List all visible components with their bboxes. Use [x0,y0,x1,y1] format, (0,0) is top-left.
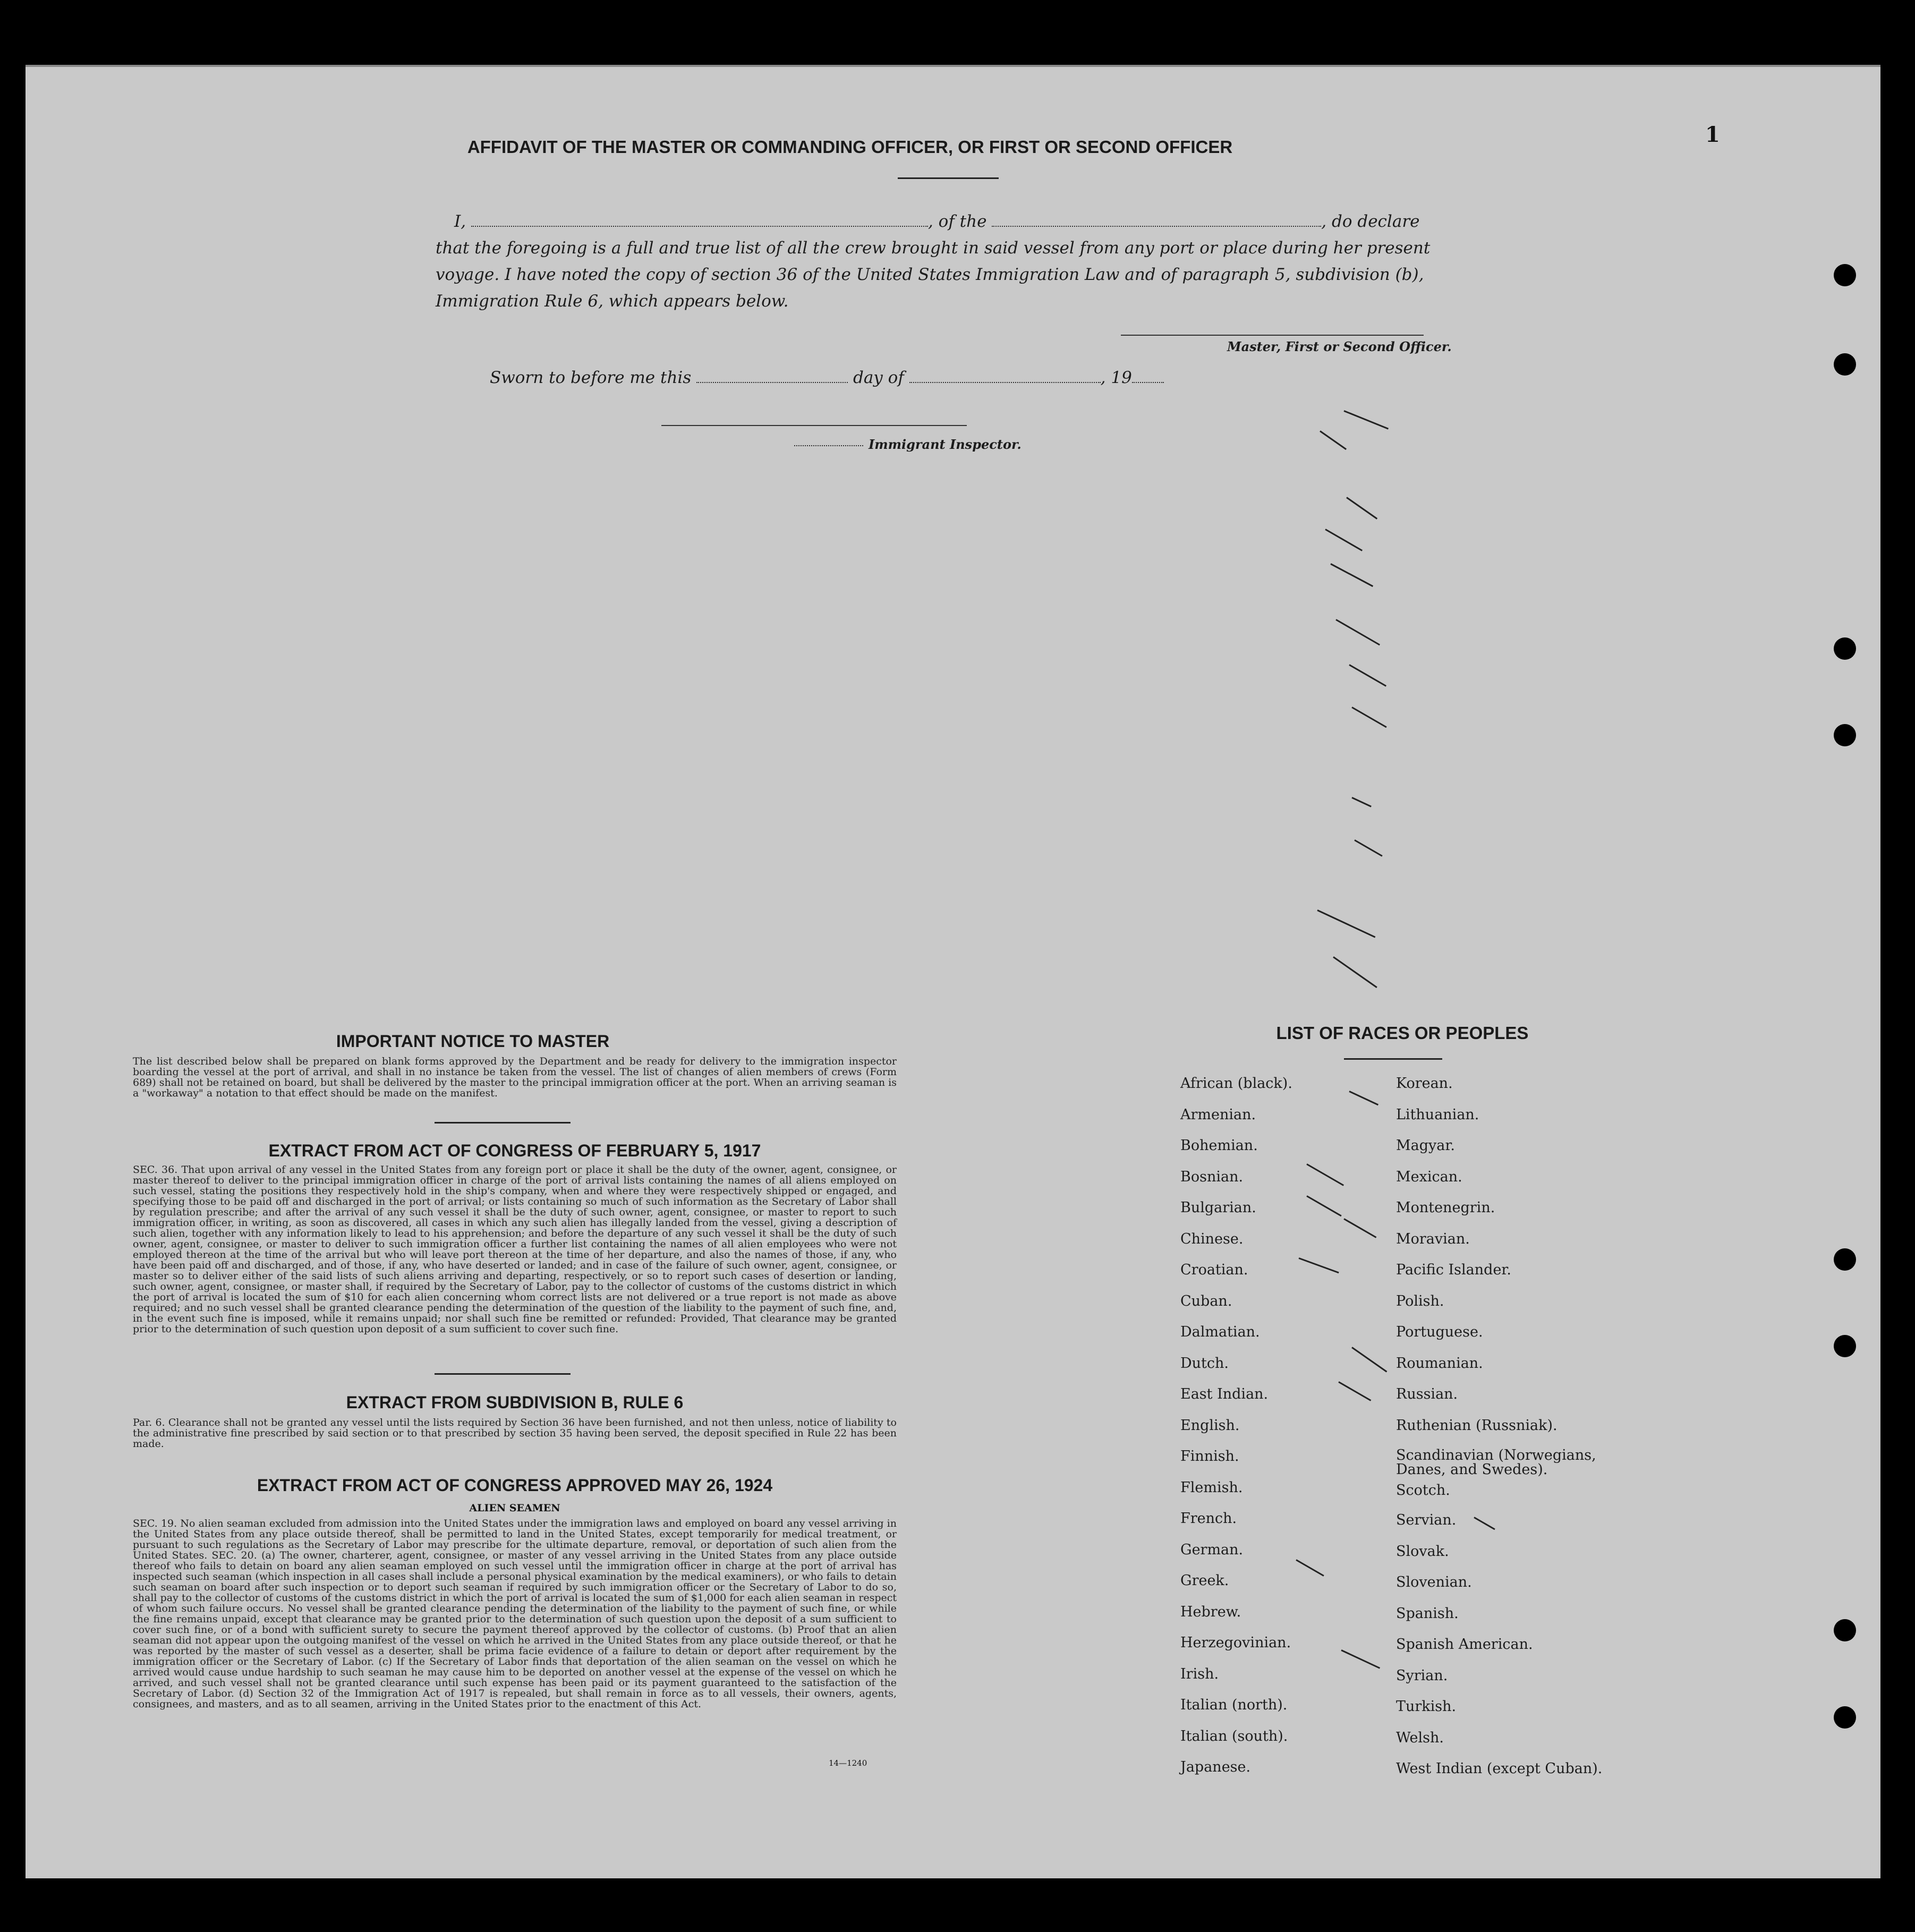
divider [435,1373,571,1375]
race-item: Italian (south). [1180,1727,1288,1744]
race-item: Turkish. [1396,1698,1457,1715]
race-item: Bohemian. [1180,1137,1258,1154]
race-item: Servian. [1396,1512,1457,1528]
divider [1344,1058,1442,1060]
extract-1924-text: SEC. 19. No alien seaman excluded from admission into the United States under the immigration laws and employed on board any vessel arriving in the United States from any place outside thereof, shall be permitted to land in the United States, except temporarily for medical treatment, or pursuant to such regulations as the Secretary of Labor may prescribe for the ultimate departure, removal, or deportation of such alien from the United States. SEC. 20. (a) The owner, charterer, agent, consignee, or master of any vessel arriving in the United States from any place outside thereof who fails to detain on board any alien seaman employed on such vessel until the immigration officer in charge at the port of arrival has inspected such seaman (which inspection in all cases shall include a personal physical examination by the medical examiners), or who fails to detain such seaman on board after such inspection or to deport such seaman if required by such immigration officer or the Secretary of Labor to do so, shall pay to the collector of customs of the customs district in which the port of arrival is located the sum of $1,000 for each alien seaman in respect of whom such failure occurs. No vessel shall be granted clearance pending the determination of the liability to the payment of such fine, or while the fine remains unpaid, except that clearance may be granted prior to the determination of such question upon the deposit of a sum sufficient to cover such fine, or of a bond with sufficient surety to secure the payment thereof approved by the collector of customs. (b) Proof that an alien seaman did not appear upon the outgoing manifest of the vessel on which he arrived in the United States from any place outside thereof, or that he was reported by the master of such vessel as a deserter, shall be prima facie evidence of a failure to detain or deport after requirement by the immigration officer or the Secretary of Labor. (c) If the Secretary of Labor finds that deportation of the alien seaman on the vessel on which he arrived would cause undue hardship to such seaman he may cause him to be deported on another vessel at the expense of the vessel on which he arrived, and such vessel shall not be granted clearance until such expense has been paid or its payment guaranteed to the satisfaction of the Secretary of Labor. (d) Section 32 of the Immigration Act of 1917 is repealed, but shall remain in force as to all vessels, their owners, agents, consignees, and masters, and as to all seamen, arriving in the United States prior to the enactment of this Act. [133,1518,897,1710]
race-item: Syrian. [1396,1667,1448,1684]
declaration-line-3: voyage. I have noted the copy of section 36 of the United States Immigration Law and of paragraph 5, subdivision (b), [436,265,1424,284]
race-item: Hebrew. [1180,1603,1241,1620]
race-item: Italian (north). [1180,1697,1288,1713]
race-item: Slovenian. [1396,1574,1472,1590]
race-item: Welsh. [1396,1729,1444,1746]
race-item: Polish. [1396,1292,1444,1309]
form-number: 14—1240 [829,1758,867,1768]
race-item: Russian. [1396,1386,1458,1402]
extract-1924-title: EXTRACT FROM ACT OF CONGRESS APPROVED MAY 26, 1924 [257,1476,773,1495]
punch-hole [1834,1248,1856,1271]
affidavit-title: AFFIDAVIT OF THE MASTER OR COMMANDING OFFICER, OR FIRST OR SECOND OFFICER [467,137,1233,157]
race-item: Armenian. [1180,1106,1256,1123]
declaration-line-1 [454,208,1463,235]
races-title: LIST OF RACES OR PEOPLES [1276,1023,1529,1043]
race-item: Scandinavian (Norwegians, Danes, and Swedes). [1396,1447,1596,1478]
race-item: German. [1180,1541,1244,1558]
punch-hole [1834,353,1856,376]
declaration-line-4: Immigration Rule 6, which appears below. [436,292,789,311]
month-field[interactable] [909,382,1101,383]
race-item: Magyar. [1396,1137,1455,1154]
race-item: Ruthenian (Russniak). [1396,1417,1557,1434]
race-item: Croatian. [1180,1262,1248,1278]
race-item: Portuguese. [1396,1324,1483,1340]
divider [435,1122,571,1124]
name-field[interactable] [471,226,928,227]
race-item: Herzegovinian. [1180,1635,1291,1651]
race-item: Pacific Islander. [1396,1262,1511,1278]
sworn-label: Sworn to before me this [490,368,692,387]
race-item: Finnish. [1180,1448,1239,1465]
subdivision-title: EXTRACT FROM SUBDIVISION B, RULE 6 [346,1393,684,1412]
notice-title: IMPORTANT NOTICE TO MASTER [336,1032,610,1051]
race-item: African (black). [1180,1075,1292,1092]
sworn-line [490,364,1233,391]
notice-text: The list described below shall be prepared on blank forms approved by the Department and be ready for delivery to the immigration inspector boarding the vessel at the port of arrival, and shall in no instance be taken from the vessel. The list of changes of alien members of crews (Form 689) shall not be retained on board, but shall be delivered by the master to the principal immigration officer at the port. When an arriving seaman is a "workaway" a notation to that effect should be made on the manifest. [133,1056,897,1099]
year-field[interactable] [1132,382,1164,383]
race-item: Scotch. [1396,1482,1450,1499]
race-item: Chinese. [1180,1230,1244,1247]
races-right-column [1396,1075,1630,1792]
punch-hole [1834,1335,1856,1357]
subdivision-text: Par. 6. Clearance shall not be granted any vessel until the lists required by Section 36 have been furnished, and not then unless, notice of liability to the administrative fine prescribed by said section or to that prescribed by section 35 having been served, the deposit specified in Rule 22 has been made. [133,1417,897,1450]
alien-seamen-subtitle: ALIEN SEAMEN [469,1502,560,1514]
race-item: Japanese. [1180,1759,1251,1775]
of-the-label: , of the [927,212,987,231]
inspector-signature-line[interactable] [661,425,967,426]
divider [898,177,999,179]
punch-hole [1834,1619,1856,1641]
vessel-field[interactable] [992,226,1321,227]
races-left-column [1180,1075,1403,1790]
race-item: West Indian (except Cuban). [1396,1760,1603,1777]
race-item: Korean. [1396,1075,1453,1092]
punch-hole [1834,1706,1856,1729]
race-item: Roumanian. [1396,1355,1483,1372]
extract-1917-text: SEC. 36. That upon arrival of any vessel in the United States from any foreign port or place it shall be the duty of the owner, agent, consignee, or master thereof to deliver to the principal immigration officer in charge of the port of arrival lists containing the names of all aliens employed on such vessel, stating the positions they respectively hold in the ship's company, when and where they were respectively shipped or engaged, and specifying those to be paid off and discharged in the port of arrival; or lists containing so much of such information as the Secretary of Labor shall by regulation prescribe; and after the arrival of any such vessel it shall be the duty of such owner, agent, consignee, or master to report to such immigration officer, in writing, as soon as discovered, all cases in which any such alien has illegally landed from the vessel, giving a description of such alien, together with any information likely to lead to his apprehension; and before the departure of any such vessel it shall be the duty of such owner, agent, consignee, or master to deliver to such immigration officer a further list containing the names of all alien employees who were not employed thereon at the time of the arrival but who will leave port thereon at the time of her departure, and also the names of those, if any, who have been paid off and discharged, and of those, if any, who have deserted or landed; and in case of the failure of such owner, agent, consignee, or master so to deliver either of the said lists of such aliens arriving and departing, respectively, or so to report such cases of desertion or landing, such owner, agent, consignee, or master shall, if required by the Secretary of Labor, pay to the collector of customs of the customs district in which the port of arrival is located the sum of $10 for each alien concerning whom correct lists are not delivered or a true report is not made as above required; and no such vessel shall be granted clearance pending the determination of the question of the liability to the payment of such fine, and, in the event such fine is imposed, while it remains unpaid; nor shall such fine be remitted or refunded: Provided, That clearance may be granted prior to the determination of such question upon deposit of a sum sufficient to cover such fine. [133,1164,897,1335]
punch-hole [1834,264,1856,286]
signature-caption: Master, First or Second Officer. [1227,339,1452,354]
race-item: French. [1180,1510,1237,1527]
race-item: East Indian. [1180,1386,1269,1402]
race-item: Spanish American. [1396,1636,1533,1653]
race-item: Bulgarian. [1180,1199,1256,1216]
punch-hole [1834,637,1856,660]
race-item: Dutch. [1180,1355,1229,1372]
race-item: Cuban. [1180,1292,1232,1309]
inspector-caption: Immigrant Inspector. [869,437,1022,452]
race-item: Greek. [1180,1572,1229,1589]
declaration-line-2: that the foregoing is a full and true list of all the crew brought in said vessel from any port or place during her present [436,239,1431,258]
year-label: , 19 [1100,368,1132,387]
corner-mark: 1 [1705,122,1720,147]
race-item: Flemish. [1180,1479,1243,1496]
race-item: Irish. [1180,1665,1219,1682]
inspector-dotted-line [794,445,863,446]
punch-hole [1834,724,1856,746]
race-item: Lithuanian. [1396,1106,1479,1123]
extract-1917-title: EXTRACT FROM ACT OF CONGRESS OF FEBRUARY 5, 1917 [268,1141,761,1160]
race-item: Mexican. [1396,1168,1462,1185]
race-item: Moravian. [1396,1230,1470,1247]
race-item: Dalmatian. [1180,1324,1260,1340]
race-item: Montenegrin. [1396,1199,1495,1216]
do-declare-label: , do declare [1321,212,1420,231]
race-item: Bosnian. [1180,1168,1244,1185]
day-field[interactable] [696,382,848,383]
race-item: English. [1180,1417,1240,1434]
i-label: I, [454,212,466,231]
race-item: Spanish. [1396,1605,1459,1622]
race-item: Slovak. [1396,1543,1449,1560]
day-of-label: day of [853,368,904,387]
